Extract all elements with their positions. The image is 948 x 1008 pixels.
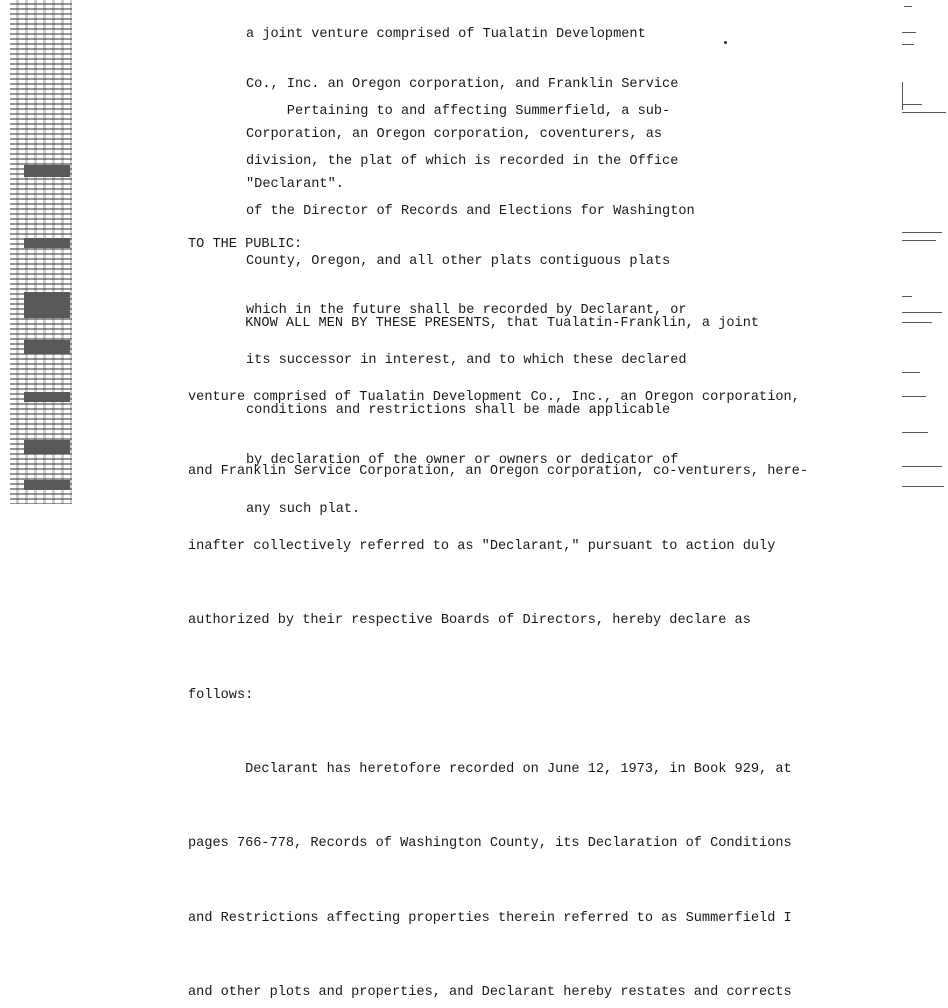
pertaining-line: division, the plat of which is recorded in the Office [246, 153, 679, 169]
body-line: follows: [188, 687, 254, 703]
preamble-line: a joint venture comprised of Tualatin Development [246, 27, 646, 43]
preamble-line: Co., Inc. an Oregon corporation, and Franklin Service [246, 76, 679, 92]
scanned-margin-left [10, 0, 72, 504]
body-line: pages 766-778, Records of Washington County, its Declaration of Conditions [188, 836, 792, 852]
pertaining-line: by declaration of the owner or owners or dedicator of [246, 452, 679, 468]
body-line: KNOW ALL MEN BY THESE PRESENTS, that Tualatin-Franklin, a joint [188, 315, 760, 331]
pertaining-line: of the Director of Records and Elections for Washington [246, 203, 695, 219]
body-line: authorized by their respective Boards of Directors, hereby declare as [188, 613, 751, 629]
scanned-margin-right [898, 0, 948, 504]
body-line: and other plots and properties, and Declarant hereby restates and corrects [188, 985, 792, 1001]
scan-speck [724, 41, 727, 44]
pertaining-line: which in the future shall be recorded by Declarant, or [246, 303, 687, 319]
pertaining-line: Pertaining to and affecting Summerfield, a sub- [246, 104, 671, 120]
preamble-line: "Declarant". [246, 176, 344, 192]
pertaining-line: County, Oregon, and all other plats contiguous plats [246, 253, 671, 269]
pertaining-line: its successor in interest, and to which these declared [246, 353, 687, 369]
salutation-heading: TO THE PUBLIC: [188, 237, 303, 252]
body-line: venture comprised of Tualatin Development Co., Inc., an Oregon corporation, [188, 389, 800, 405]
preamble-line: Corporation, an Oregon corporation, coventurers, as [246, 126, 663, 142]
body-paragraphs [188, 262, 808, 1008]
body-line: and Restrictions affecting properties therein referred to as Summerfield I [188, 910, 792, 926]
pertaining-line: conditions and restrictions shall be made applicable [246, 402, 671, 418]
body-line: inafter collectively referred to as "Declarant," pursuant to action duly [188, 538, 776, 554]
pertaining-line: any such plat. [246, 502, 361, 518]
body-line: Declarant has heretofore recorded on June 12, 1973, in Book 929, at [188, 761, 792, 777]
body-line: and Franklin Service Corporation, an Oregon corporation, co-venturers, here- [188, 464, 808, 480]
